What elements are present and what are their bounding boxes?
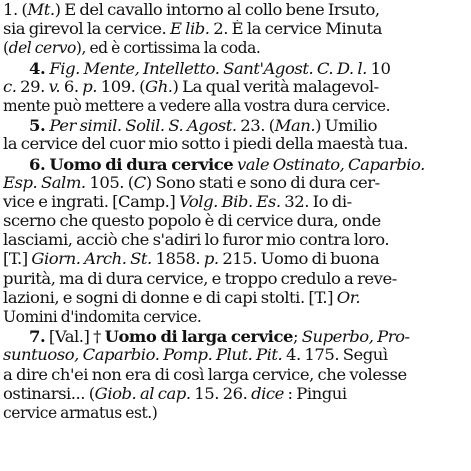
text-run: p. [203,250,219,269]
text-run: Fig. Mente, Intelletto. Sant'Agost. C. D. l. [49,59,367,78]
text-run: la cervice del cuor mio sotto i piedi della maestà tua. [3,135,409,154]
text-run: lasciami, acciò che s'adiri lo furor mio contra loro. [3,231,390,250]
text-line [3,308,465,327]
text-run: 105. ( [85,173,134,192]
text-run: C [133,173,146,192]
text-run: 2. È la cervice Minuta [209,20,382,39]
text-run: scerno che questo popolo è di cervice dura, onde [3,212,381,231]
text-run: sia girevol la cervice. [3,20,170,39]
text-line [3,385,465,404]
text-line [3,155,465,174]
text-run: suntuoso, Caparbio. Pomp. Plut. Pit. [3,346,283,365]
text-run: 1. ( [3,1,28,19]
text-run: 6. [60,77,83,96]
text-run: 5. [29,116,50,136]
text-run: dice [251,384,284,403]
text-run: Giorn. Arch. St. [31,250,152,269]
text-run: vale Ostinato, Caparbio. [233,155,425,174]
text-line [3,250,465,269]
text-run: Uomo di larga cervice [104,327,293,347]
text-run: a dire ch'ei non era di così larga cervice, che volesse [3,365,407,384]
text-line [3,270,465,289]
text-run: purità, ma di dura cervice, e troppo credulo a reve- [3,269,397,288]
text-line [3,135,465,154]
text-run: cervice armatus est.) [3,403,158,422]
text-run: c. [3,77,17,96]
text-run: 4. 175. Seguì [282,346,388,365]
text-run: Or. [336,288,361,307]
text-line [3,116,465,135]
text-run: ( [3,39,9,58]
text-run: 7. [29,327,46,347]
text-run: mente può mettere a vedere alla vostra dura cervice. [3,96,391,115]
text-run: del cervo [8,39,76,58]
text-line [3,231,465,250]
text-run: lazioni, e sogni di donne e di capi stolti. [T.] [3,288,337,307]
entry-text [3,1,465,423]
text-line [3,212,465,231]
text-run: 23. ( [236,117,275,136]
text-run: 6. Uomo di dura cervice [29,154,234,174]
text-run: Man. [274,117,316,136]
text-run: 32. Io di- [280,192,352,211]
text-run: 29. [16,77,49,96]
text-line [3,366,465,385]
text-run: Volg. Bib. Es. [178,192,281,211]
text-run: v. [48,77,61,96]
text-run: vice e ingrati. [Camp.] [3,192,179,211]
text-line [3,39,465,58]
text-line [3,174,465,193]
text-run: [Val.] † [45,328,105,347]
text-line [3,1,465,20]
text-line [3,404,465,423]
text-run: Giob. al cap. [94,384,191,403]
text-line [3,327,465,346]
text-run: ) Sono stati e sono di dura cer- [145,173,380,192]
text-run: Gh. [145,77,173,96]
text-line [3,20,465,39]
text-run: : Pingui [283,384,347,403]
text-run: 10 [366,59,391,78]
text-run: E lib. [169,20,210,39]
text-run: p. [82,77,98,96]
text-line [3,78,465,97]
text-line [3,346,465,365]
text-run: 109. ( [97,77,146,96]
text-run: 15. 26. [190,384,252,403]
text-line [3,289,465,308]
text-run: ), ed è cortissima la coda. [75,39,261,58]
text-run: Esp. Salm. [3,173,86,192]
text-run: Per simil. Solil. S. Agost. [49,117,237,136]
text-run: 1858. [151,250,204,269]
text-run: Superbo, Pro- [301,328,410,347]
text-line [3,193,465,212]
text-run: ) E del cavallo intorno al collo bene Irsuto, [54,1,380,19]
text-run: ) Umilio [315,117,377,136]
text-run: ) La qual verità malagevol- [172,77,379,96]
text-line [3,59,465,78]
text-line [3,97,465,116]
text-run: ; [292,328,302,347]
text-run: Uomini d'indomita cervice. [3,308,202,326]
text-run: [T.] [3,250,32,269]
text-run: Mt. [27,1,55,19]
text-run: ostinarsi... ( [3,384,95,403]
text-run: 215. Uomo di buona [218,250,380,269]
text-run: 4. [29,58,50,78]
